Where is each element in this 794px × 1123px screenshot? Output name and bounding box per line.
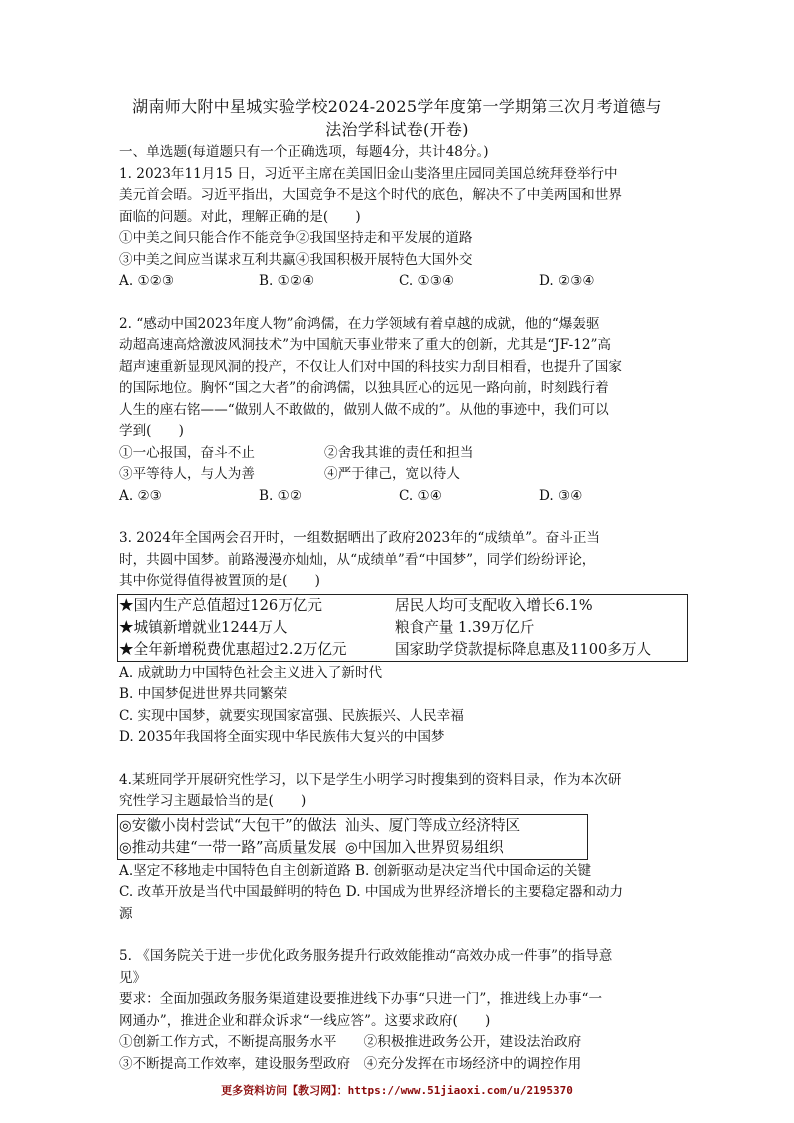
q4-stem-line: 究性学习主题最恰当的是( )	[119, 793, 307, 809]
q2-option-b: B. ①②	[259, 487, 303, 504]
q4-box-item: ◎中国加入世界贸易组织	[345, 838, 504, 856]
q4-box-item: ◎安徽小岗村尝试“大包干”的做法	[119, 816, 337, 834]
q3-box-row	[119, 595, 687, 617]
exam-title	[100, 95, 694, 141]
question-4	[119, 770, 685, 926]
q5-stem-line: 要求：全面加强政务服务渠道建设要推进线下办事“只进一门”，推进线上办事“一	[119, 991, 603, 1007]
q4-box-row	[119, 815, 587, 837]
question-2	[119, 314, 685, 508]
title-line-2: 法治学科试卷(开卷)	[325, 120, 469, 139]
q3-stem-line: 3. 2024年全国两会召开时，一组数据晒出了政府2023年的“成绩单”。奋斗正当	[119, 530, 601, 546]
exam-content	[119, 142, 685, 1075]
title-line-1: 湖南师大附中星城实验学校2024-2025学年度第一学期第三次月考道德与	[132, 97, 662, 116]
q2-statement: ②舍我其谁的责任和担当	[324, 444, 474, 461]
q5-stem-line: 5. 《国务院关于进一步优化政务服务提升行政效能推动“高效办成一件事”的指导意	[119, 948, 613, 964]
q3-option-d: D. 2035年我国将全面实现中华民族伟大复兴的中国梦	[119, 729, 445, 745]
q2-stem-line: 动超高速高焓激波风洞技术”为中国航天事业带来了重大的创新，尤其是“JF-12”高	[119, 337, 612, 353]
footer-resource-link[interactable]: 更多资料访问【教习网】：https://www.51jiaoxi.com/u/2195370	[221, 1084, 573, 1097]
q2-stem-line: 2. “感动中国2023年度人物”俞鸿儒，在力学领域有着卓越的成就，他的“爆轰驱	[119, 315, 600, 332]
q1-statement: ③中美之间应当谋求互利共赢④我国积极开展特色大国外交	[119, 251, 473, 268]
q3-box-row	[119, 639, 687, 661]
q4-box-item: ◎推动共建“一带一路”高质量发展	[119, 838, 337, 856]
q3-box-item: 粮食产量 1.39万亿斤	[395, 618, 535, 636]
q2-statement: ①一心报国，奋斗不止	[119, 444, 255, 461]
q2-stem-line: 的国际地位。胸怀“国之大者”的俞鸿儒，以独具匠心的远见一路向前，时刻践行着	[119, 380, 609, 396]
q1-option-c: C. ①③④	[399, 273, 455, 289]
q2-option-d: D. ③④	[539, 487, 583, 504]
q1-stem-line: 1. 2023年11月15 日，习近平主席在美国旧金山斐洛里庄园同美国总统拜登举行中	[119, 165, 618, 182]
q3-box-item: 居民人均可支配收入增长6.1%	[395, 596, 593, 614]
q2-option-a: A. ②③	[119, 487, 162, 504]
q2-stem-line: 学到( )	[119, 423, 184, 439]
q2-statement: ③平等待人，与人为善	[119, 466, 255, 482]
q4-material-box	[117, 814, 588, 860]
q1-stem-line: 面临的问题。对此，理解正确的是( )	[119, 208, 361, 225]
q5-stem-line: 网通办”，推进企业和群众诉求“一线应答”。这要求政府( )	[119, 1012, 491, 1029]
question-5	[119, 946, 685, 1075]
q3-stem-line: 其中你觉得值得被置顶的是( )	[119, 573, 320, 589]
q3-box-row	[119, 617, 687, 639]
q5-stem-line: 见》	[119, 969, 147, 986]
q3-box-item: ★国内生产总值超过126万亿元	[119, 596, 322, 614]
section-heading: 一、单选题(每道题只有一个正确选项，每题4分，共计48分。)	[119, 144, 489, 160]
q4-options-cd-wrap: 源	[119, 905, 133, 922]
q2-statements-row	[119, 464, 685, 486]
q1-statement: ①中美之间只能合作不能竞争②我国坚持走和平发展的道路	[119, 230, 473, 246]
q3-option-b: B. 中国梦促进世界共同繁荣	[119, 686, 288, 702]
q3-stem-line: 时，共圆中国梦。前路漫漫亦灿灿，从“成绩单”看“中国梦”，同学们纷纷评论，	[119, 551, 596, 568]
q1-option-b: B. ①②④	[259, 273, 315, 289]
q1-option-a: A. ①②③	[119, 273, 175, 289]
q4-box-item: 汕头、厦门等成立经济特区	[345, 816, 521, 834]
q2-option-c: C. ①④	[399, 487, 442, 504]
q1-stem-line: 美元首会晤。习近平指出，大国竞争不是这个时代的底色，解决不了中美两国和世界	[119, 187, 622, 203]
q1-option-d: D. ②③④	[539, 273, 595, 289]
q3-box-item: ★城镇新增就业1244万人	[119, 618, 288, 636]
q1-options	[119, 271, 679, 293]
q5-statement: ①创新工作方式，不断提高服务水平 ②积极推进政务公开，建设法治政府	[119, 1034, 582, 1050]
q3-box-item: ★全年新增税费优惠超过2.2万亿元	[119, 640, 347, 658]
q3-option-a: A. 成就助力中国特色社会主义进入了新时代	[119, 664, 383, 681]
q2-options	[119, 486, 679, 508]
question-3	[119, 528, 685, 749]
q2-stem-line: 超声速重新显现风洞的投产，不仅让人们对中国的科技实力刮目相看，也提升了国家	[119, 358, 622, 375]
q3-option-c: C. 实现中国梦，就要实现国家富强、民族振兴、人民幸福	[119, 707, 464, 724]
q4-box-row	[119, 837, 587, 859]
q3-data-box	[117, 594, 688, 662]
q2-stem-line: 人生的座右铭——“做别人不敢做的，做别人做不成的”。从他的事迹中，我们可以	[119, 401, 609, 418]
q2-statements-row	[119, 443, 685, 465]
q3-box-item: 国家助学贷款提标降息惠及1100多万人	[395, 640, 652, 658]
q4-options-ab: A.坚定不移地走中国特色自主创新道路 B. 创新驱动是决定当代中国命运的关键	[119, 862, 592, 879]
q4-stem-line: 4.某班同学开展研究性学习，以下是学生小明学习时搜集到的资料目录，作为本次研	[119, 771, 622, 788]
question-1	[119, 164, 685, 293]
q5-statement: ③不断提高工作效率，建设服务型政府 ④充分发挥在市场经济中的调控作用	[119, 1055, 582, 1072]
q4-options-cd: C. 改革开放是当代中国最鲜明的特色 D. 中国成为世界经济增长的主要稳定器和动力	[119, 884, 624, 900]
q2-statement: ④严于律己，宽以待人	[324, 466, 460, 482]
